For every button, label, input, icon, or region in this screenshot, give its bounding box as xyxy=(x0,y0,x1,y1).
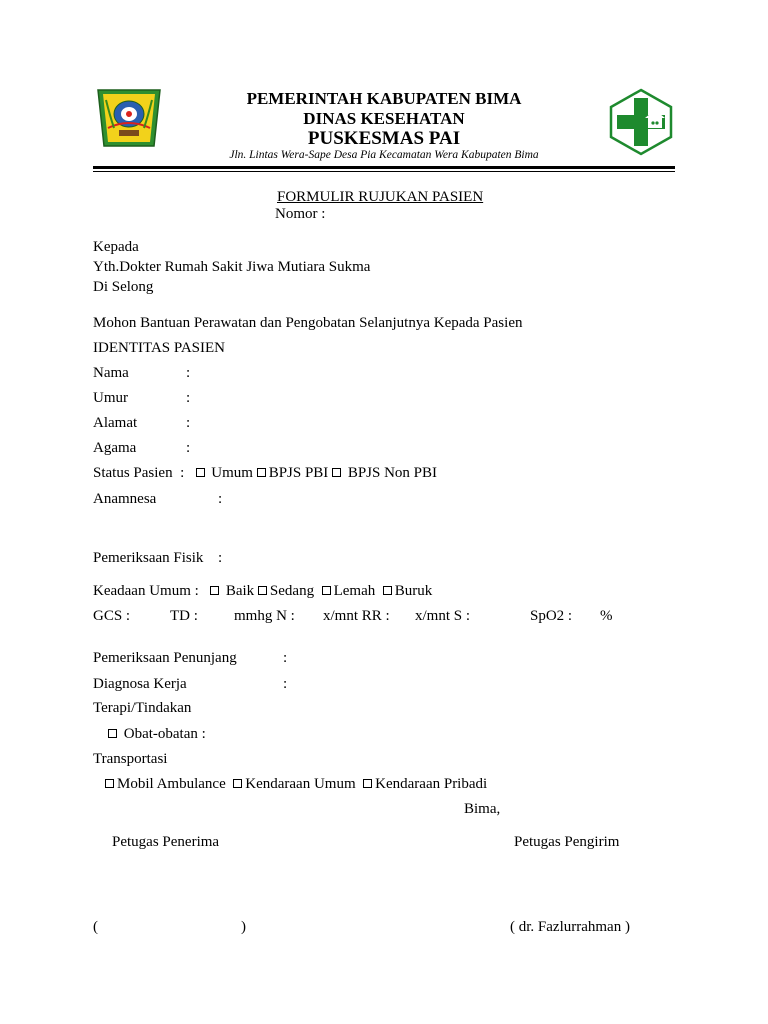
addressee-kepada: Kepada xyxy=(93,239,139,255)
vital-spo2-label: SpO2 : xyxy=(530,608,573,624)
keadaan-lemah-label: Lemah xyxy=(333,583,376,599)
field-nama-colon: : xyxy=(186,365,191,381)
field-agama-colon: : xyxy=(186,440,191,456)
transport-pribadi-label: Kendaraan Pribadi xyxy=(375,776,488,792)
field-umur-label: Umur xyxy=(93,390,128,406)
transport-umum-label: Kendaraan Umum xyxy=(245,776,356,792)
status-pasien-label: Status Pasien xyxy=(93,465,173,481)
addressee-recipient: Yth.Dokter Rumah Sakit Jiwa Mutiara Sukma xyxy=(93,259,371,275)
header-divider-thick xyxy=(93,166,675,169)
transport-options-row xyxy=(105,777,487,792)
form-number: Nomor : xyxy=(275,206,326,222)
header-address: Jln. Lintas Wera-Sape Desa Pia Kecamatan Wera Kabupaten Bima xyxy=(229,149,539,161)
transport-ambulance-label: Mobil Ambulance xyxy=(117,776,226,792)
status-bpjs-pbi-checkbox[interactable] xyxy=(257,468,266,477)
header-divider-thin xyxy=(93,171,675,172)
obat-checkbox[interactable] xyxy=(108,729,117,738)
sender-name: ( dr. Fazlurrahman ) xyxy=(510,919,630,935)
transport-umum-checkbox[interactable] xyxy=(233,779,242,788)
keadaan-baik-checkbox[interactable] xyxy=(210,586,219,595)
identitas-heading: IDENTITAS PASIEN xyxy=(93,340,225,356)
signature-receiver-title: Petugas Penerima xyxy=(112,834,220,850)
field-alamat-label: Alamat xyxy=(93,415,138,431)
status-umum-label: Umum xyxy=(211,465,253,481)
header-government: PEMERINTAH KABUPATEN BIMA xyxy=(246,89,522,108)
header-puskesmas: PUSKESMAS PAI xyxy=(307,128,461,149)
obat-row xyxy=(108,727,206,742)
field-anamnesa-colon: : xyxy=(218,491,223,507)
header-agency: DINAS KESEHATAN xyxy=(303,109,465,128)
penunjang-label: Pemeriksaan Penunjang xyxy=(93,650,237,666)
status-pasien-row xyxy=(93,466,437,481)
puskesmas-cross-logo xyxy=(607,88,675,156)
keadaan-umum-row xyxy=(93,584,432,599)
form-title: FORMULIR RUJUKAN PASIEN xyxy=(277,189,484,205)
intro-text: Mohon Bantuan Perawatan dan Pengobatan Selanjutnya Kepada Pasien xyxy=(93,315,523,331)
kabupaten-bima-emblem-logo xyxy=(94,88,164,154)
signature-sender-title: Petugas Pengirim xyxy=(514,834,620,850)
keadaan-sedang-checkbox[interactable] xyxy=(258,586,267,595)
vital-xmnt-s-label: x/mnt S : xyxy=(415,608,471,624)
status-bpjs-pbi-label: BPJS PBI xyxy=(268,465,329,481)
field-alamat-colon: : xyxy=(186,415,191,431)
terapi-label: Terapi/Tindakan xyxy=(93,700,192,716)
keadaan-umum-label: Keadaan Umum : xyxy=(93,583,199,599)
pemeriksaan-fisik-label: Pemeriksaan Fisik xyxy=(93,550,204,566)
field-nama-label: Nama xyxy=(93,365,129,381)
pemeriksaan-fisik-colon: : xyxy=(218,550,223,566)
status-bpjs-non-pbi-label: BPJS Non PBI xyxy=(347,465,438,481)
status-bpjs-non-pbi-checkbox[interactable] xyxy=(332,468,341,477)
transport-pribadi-checkbox[interactable] xyxy=(363,779,372,788)
transport-label: Transportasi xyxy=(93,751,168,767)
vital-percent-label: % xyxy=(600,608,613,624)
keadaan-lemah-checkbox[interactable] xyxy=(322,586,331,595)
field-agama-label: Agama xyxy=(93,440,137,456)
transport-ambulance-checkbox[interactable] xyxy=(105,779,114,788)
field-umur-colon: : xyxy=(186,390,191,406)
vital-xmnt-rr-label: x/mnt RR : xyxy=(323,608,390,624)
vital-gcs-label: GCS : xyxy=(93,608,131,624)
addressee-location: Di Selong xyxy=(93,279,154,295)
signature-place: Bima, xyxy=(464,801,501,817)
vital-mmhg-n-label: mmhg N : xyxy=(234,608,295,624)
keadaan-buruk-checkbox[interactable] xyxy=(383,586,392,595)
keadaan-sedang-label: Sedang xyxy=(269,583,315,599)
obat-label: Obat-obatan : xyxy=(123,726,206,742)
diagnosa-label: Diagnosa Kerja xyxy=(93,676,187,692)
keadaan-baik-label: Baik xyxy=(225,583,255,599)
receiver-paren-close: ) xyxy=(241,919,246,935)
penunjang-colon: : xyxy=(283,650,288,666)
field-anamnesa-label: Anamnesa xyxy=(93,491,157,507)
keadaan-buruk-label: Buruk xyxy=(394,583,433,599)
vital-td-label: TD : xyxy=(170,608,198,624)
diagnosa-colon: : xyxy=(283,676,288,692)
status-pasien-colon: : xyxy=(180,465,185,481)
receiver-paren-open: ( xyxy=(93,919,98,935)
status-umum-checkbox[interactable] xyxy=(196,468,205,477)
